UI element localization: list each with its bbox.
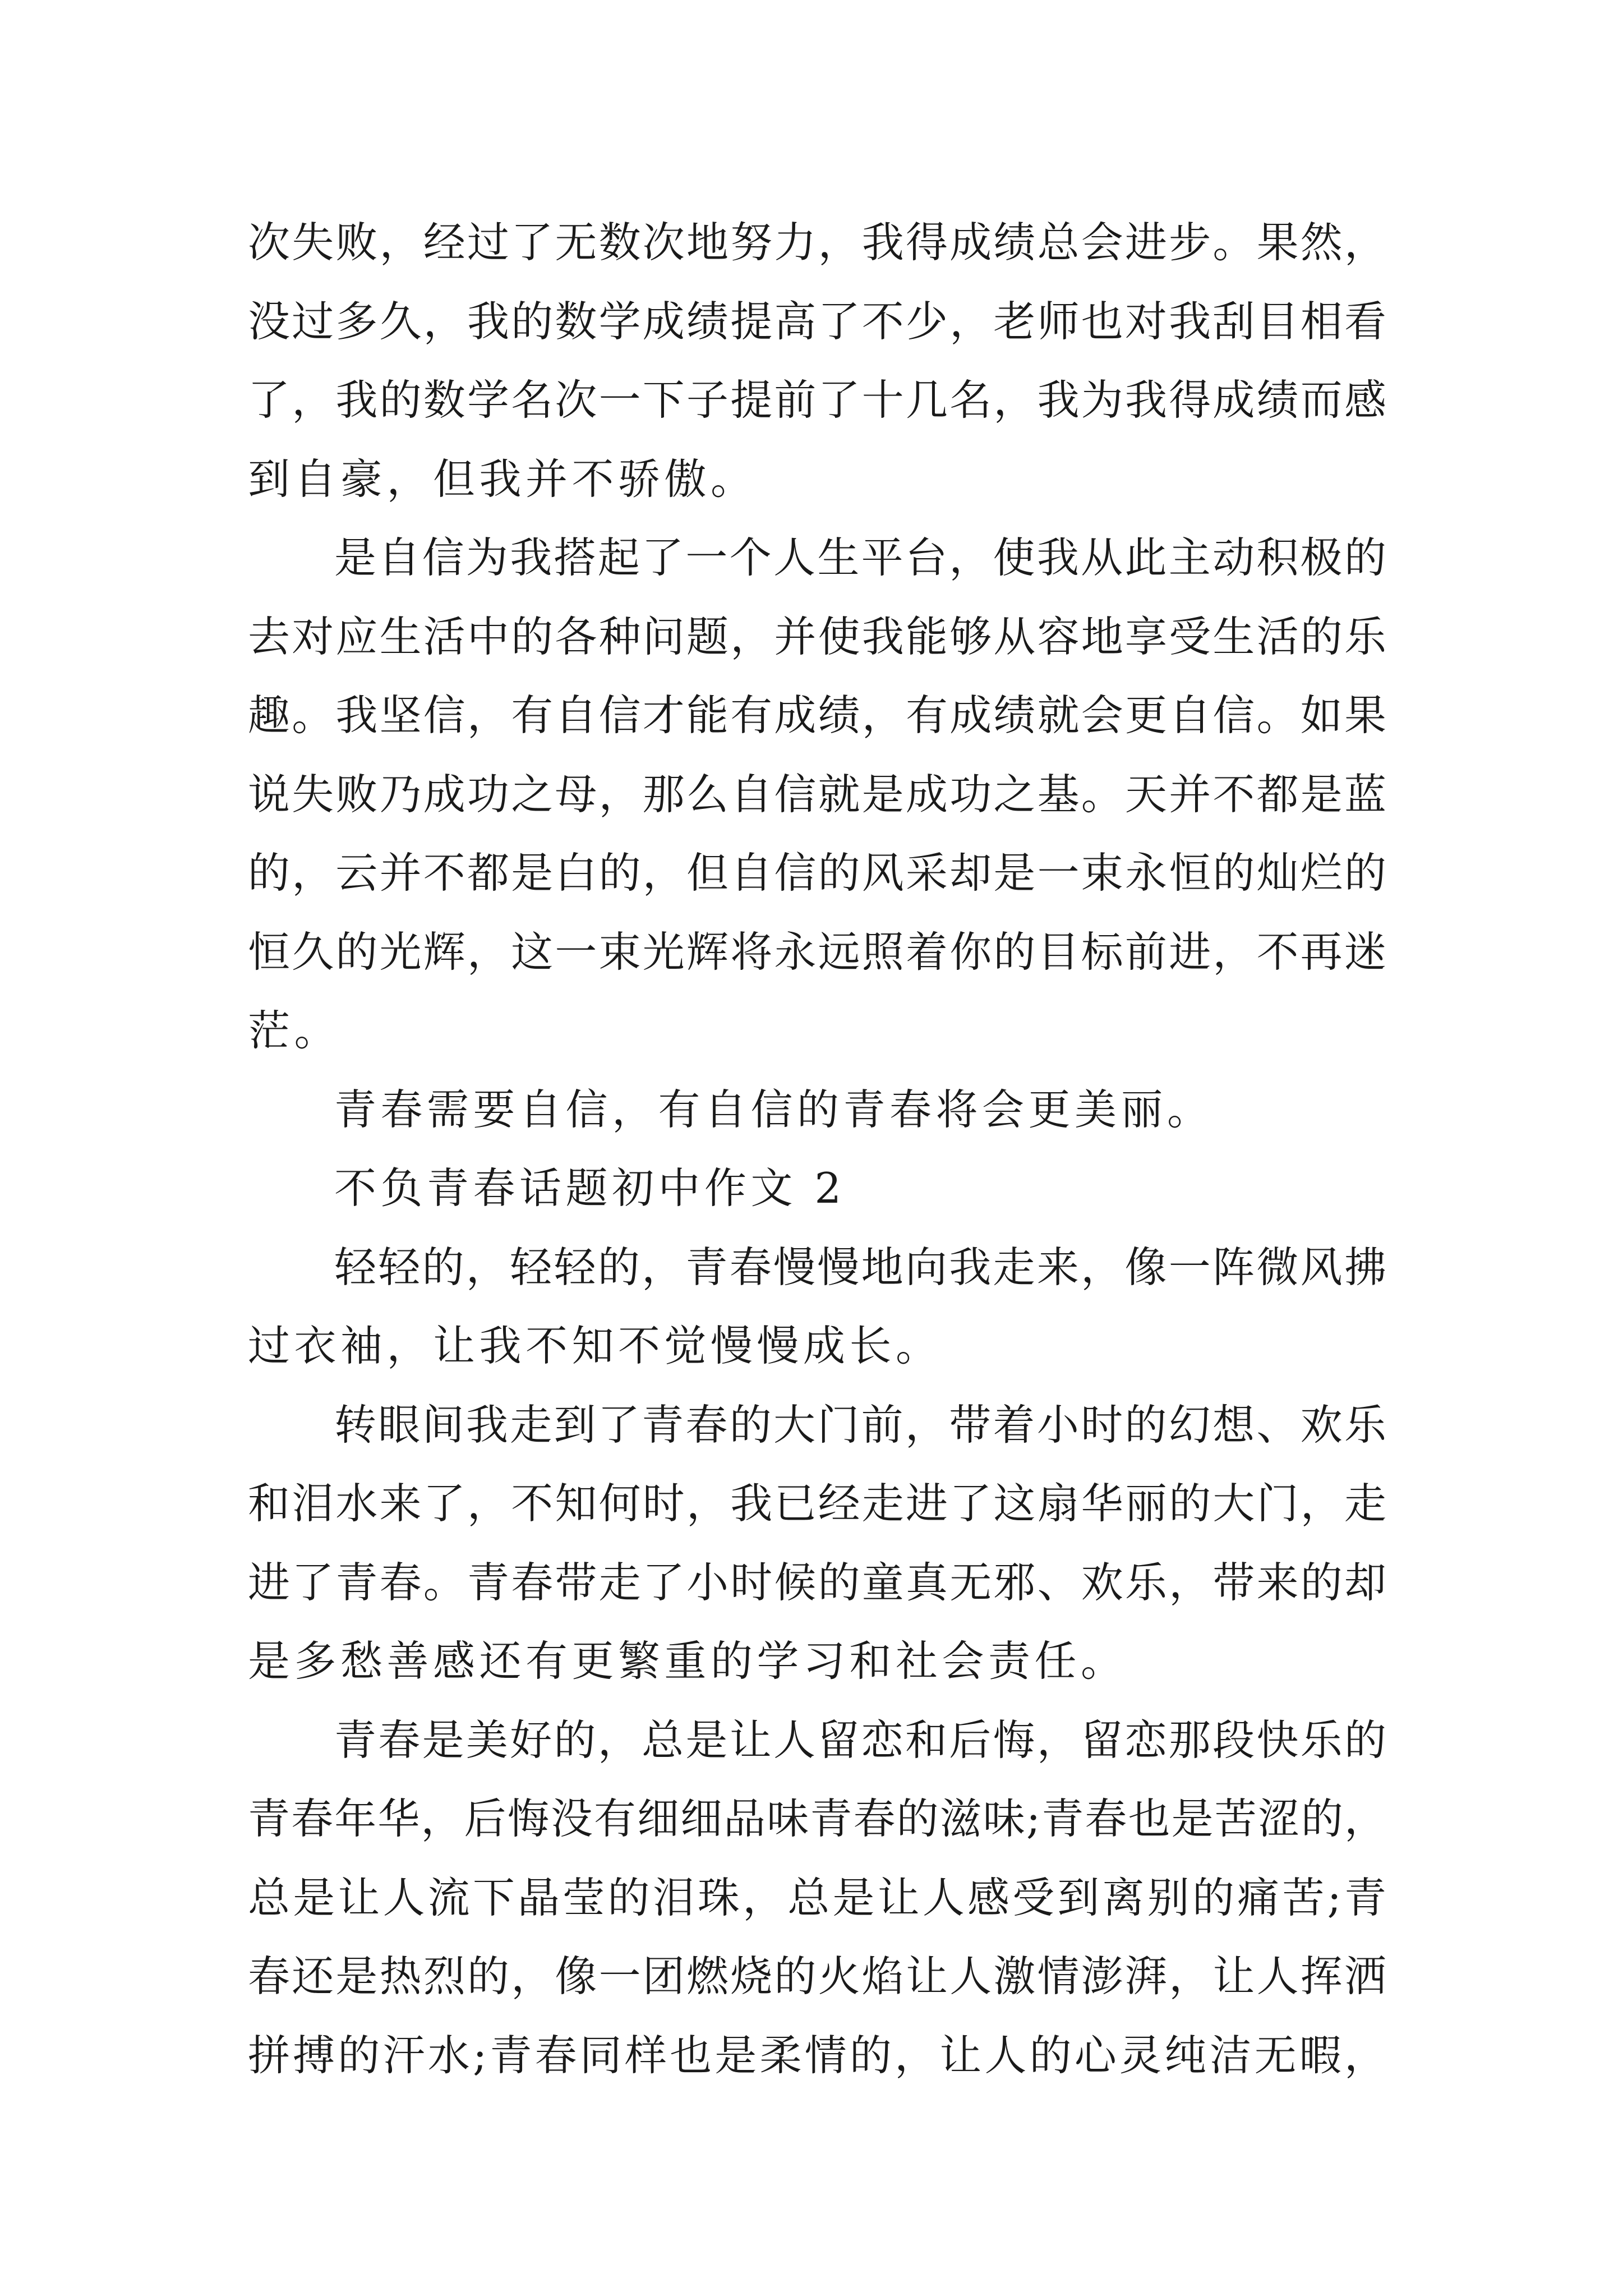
text-line-content: 是自信为我搭起了一个人生平台，使我从此主动积极的 (334, 533, 1386, 582)
text-line-content: 春还是热烈的，像一团燃烧的火焰让人激情澎湃，让人挥洒 (248, 1952, 1386, 2001)
text-line (248, 691, 1386, 774)
text-line-content: 总是让人流下晶莹的泪珠，总是让人感受到离别的痛苦;青 (248, 1872, 1386, 1922)
text-line (248, 375, 1386, 458)
text-line (248, 927, 1386, 1010)
text-line-content: 去对应生活中的各种问题，并使我能够从容地享受生活的乐 (248, 611, 1386, 661)
text-line (248, 1715, 1386, 1798)
text-line-content: 轻轻的，轻轻的，青春慢慢地向我走来，像一阵微风拂 (334, 1242, 1386, 1292)
text-line-content: 青春需要自信，有自信的青春将会更美丽。 (334, 1084, 1214, 1134)
text-line-content: 到自豪，但我并不骄傲。 (248, 454, 757, 504)
text-line (248, 1794, 1386, 1877)
text-line (248, 1557, 1386, 1641)
text-line-content: 没过多久，我的数学成绩提高了不少，老师也对我刮目相看 (248, 296, 1386, 346)
text-line-content: 说失败乃成功之母，那么自信就是成功之基。天并不都是蓝 (248, 769, 1386, 819)
text-line-content: 和泪水来了，不知何时，我已经走进了这扇华丽的大门，走 (248, 1479, 1386, 1528)
text-line (248, 296, 1386, 380)
text-line (248, 2030, 1386, 2114)
text-line-content: 恒久的光辉，这一束光辉将永远照着你的目标前进，不再迷 (248, 927, 1386, 977)
text-line (248, 1479, 1386, 1562)
text-line-content: 进了青春。青春带走了小时候的童真无邪、欢乐，带来的却 (248, 1557, 1386, 1607)
text-line (248, 1636, 1386, 1719)
text-line (248, 769, 1386, 853)
text-line (248, 1321, 1386, 1404)
text-line-content: 茫。 (248, 1006, 341, 1055)
text-line-content: 过衣袖，让我不知不觉慢慢成长。 (248, 1321, 942, 1370)
text-line (248, 1952, 1386, 2035)
text-line (248, 1400, 1386, 1483)
text-line (248, 1872, 1386, 1956)
text-line (248, 1006, 1386, 1089)
text-line (248, 454, 1386, 537)
text-line (248, 1084, 1386, 1168)
text-line-content: 是多愁善感还有更繁重的学习和社会责任。 (248, 1636, 1127, 1686)
text-line-content: 青春年华，后悔没有细细品味青春的滋味;青春也是苦涩的， (248, 1794, 1386, 1843)
text-line (248, 1163, 1386, 1246)
document-body (248, 218, 1386, 2113)
text-line-content: 转眼间我走到了青春的大门前，带着小时的幻想、欢乐 (334, 1400, 1386, 1450)
text-line-content: 的，云并不都是白的，但自信的风采却是一束永恒的灿烂的 (248, 848, 1386, 898)
text-line (248, 611, 1386, 695)
text-line-content: 了，我的数学名次一下子提前了十几名，我为我得成绩而感 (248, 375, 1386, 425)
text-line-content: 次失败，经过了无数次地努力，我得成绩总会进步。果然， (248, 218, 1386, 267)
text-line-content: 不负青春话题初中作文 2 (334, 1163, 846, 1213)
text-line (248, 533, 1386, 616)
text-line (248, 848, 1386, 931)
text-line-content: 趣。我坚信，有自信才能有成绩，有成绩就会更自信。如果 (248, 691, 1386, 740)
text-line-content: 青春是美好的，总是让人留恋和后悔，留恋那段快乐的 (334, 1715, 1386, 1765)
text-line (248, 1242, 1386, 1326)
text-line-content: 拼搏的汗水;青春同样也是柔情的，让人的心灵纯洁无暇， (248, 2030, 1386, 2080)
text-line (248, 218, 1386, 301)
